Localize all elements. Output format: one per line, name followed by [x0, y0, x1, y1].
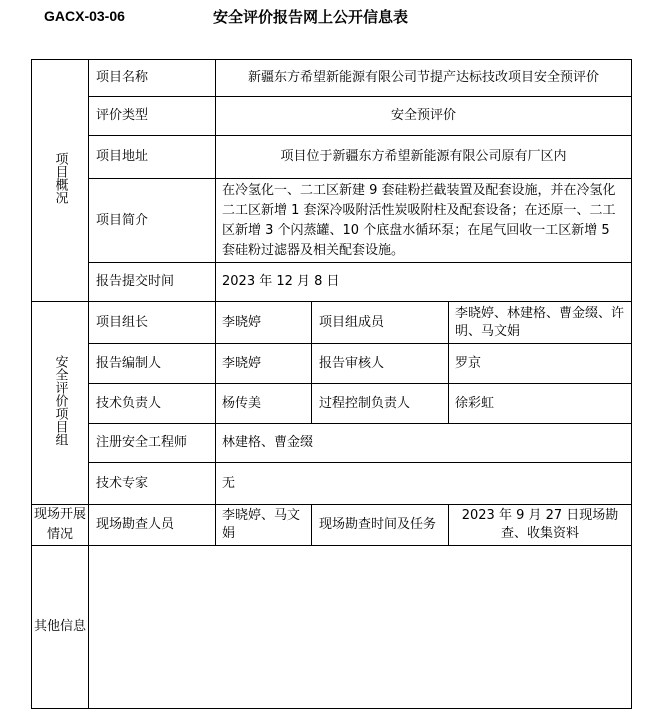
section-site: [32, 505, 89, 546]
section-overview: [32, 60, 89, 302]
safety-engineer-value: 林建格、曹金缀: [216, 424, 632, 463]
reviewer-label: 报告审核人: [312, 344, 449, 384]
process-control-label: 过程控制负责人: [312, 384, 449, 424]
row-project-address: [32, 136, 632, 179]
row-evaluation-type: [32, 97, 632, 136]
row-compiler: [32, 344, 632, 384]
surveyor-value: 李晓婷、马文娟: [216, 505, 312, 546]
row-safety-engineer: [32, 424, 632, 463]
tech-expert-label: 技术专家: [89, 463, 216, 505]
reviewer-value: 罗京: [449, 344, 632, 384]
tech-expert-value: 无: [216, 463, 632, 505]
project-intro-value: 在冷氢化一、二工区新建 9 套硅粉拦截装置及配套设施，并在冷氢化二工区新增 1 套深冷吸附活性炭吸附柱及配套设备；在还原一、二工区新增 3 个闪蒸罐、10 个底盘水循环泵；在尾气回收一工区新增 5 套硅粉过滤器及相关配套设施。: [216, 179, 632, 263]
row-tech-expert: [32, 463, 632, 505]
row-project-intro: [32, 179, 632, 263]
process-control-value: 徐彩虹: [449, 384, 632, 424]
row-report-date: [32, 263, 632, 302]
survey-time-label: 现场勘查时间及任务: [312, 505, 449, 546]
tech-lead-value: 杨传美: [216, 384, 312, 424]
project-name-label: 项目名称: [89, 60, 216, 97]
project-address-label: 项目地址: [89, 136, 216, 179]
team-leader-value: 李晓婷: [216, 302, 312, 344]
row-other-info: [32, 546, 632, 709]
evaluation-type-label: 评价类型: [89, 97, 216, 136]
team-members-value: 李晓婷、林建格、曹金缀、许明、马文娟: [449, 302, 632, 344]
surveyor-label: 现场勘查人员: [89, 505, 216, 546]
section-other: [32, 546, 89, 709]
safety-engineer-label: 注册安全工程师: [89, 424, 216, 463]
tech-lead-label: 技术负责人: [89, 384, 216, 424]
project-intro-label: 项目简介: [89, 179, 216, 263]
document-title: 安全评价报告网上公开信息表: [213, 8, 409, 26]
report-date-label: 报告提交时间: [89, 263, 216, 302]
section-overview-label: 项目概况: [52, 151, 68, 204]
section-other-label: 其他信息: [33, 619, 86, 634]
row-team-leader: [32, 302, 632, 344]
row-project-name: [32, 60, 632, 97]
project-name-value: 新疆东方希望新能源有限公司节提产达标技改项目安全预评价: [216, 60, 632, 97]
project-address-value: 项目位于新疆东方希望新能源有限公司原有厂区内: [216, 136, 632, 179]
other-info-value: [89, 546, 632, 709]
survey-time-value: 2023 年 9 月 27 日现场勘查、收集资料: [449, 505, 632, 546]
team-members-label: 项目组成员: [312, 302, 449, 344]
compiler-value: 李晓婷: [216, 344, 312, 384]
row-site-survey: [32, 505, 632, 546]
compiler-label: 报告编制人: [89, 344, 216, 384]
form-code: GACX-03-06: [44, 8, 125, 24]
info-table: [31, 59, 632, 709]
evaluation-type-value: 安全预评价: [216, 97, 632, 136]
row-tech-lead: [32, 384, 632, 424]
section-team-label: 安全评价项目组: [52, 354, 68, 446]
section-site-label: 现场开展情况: [33, 507, 86, 542]
team-leader-label: 项目组长: [89, 302, 216, 344]
report-date-value: 2023 年 12 月 8 日: [216, 263, 632, 302]
section-team: [32, 302, 89, 505]
